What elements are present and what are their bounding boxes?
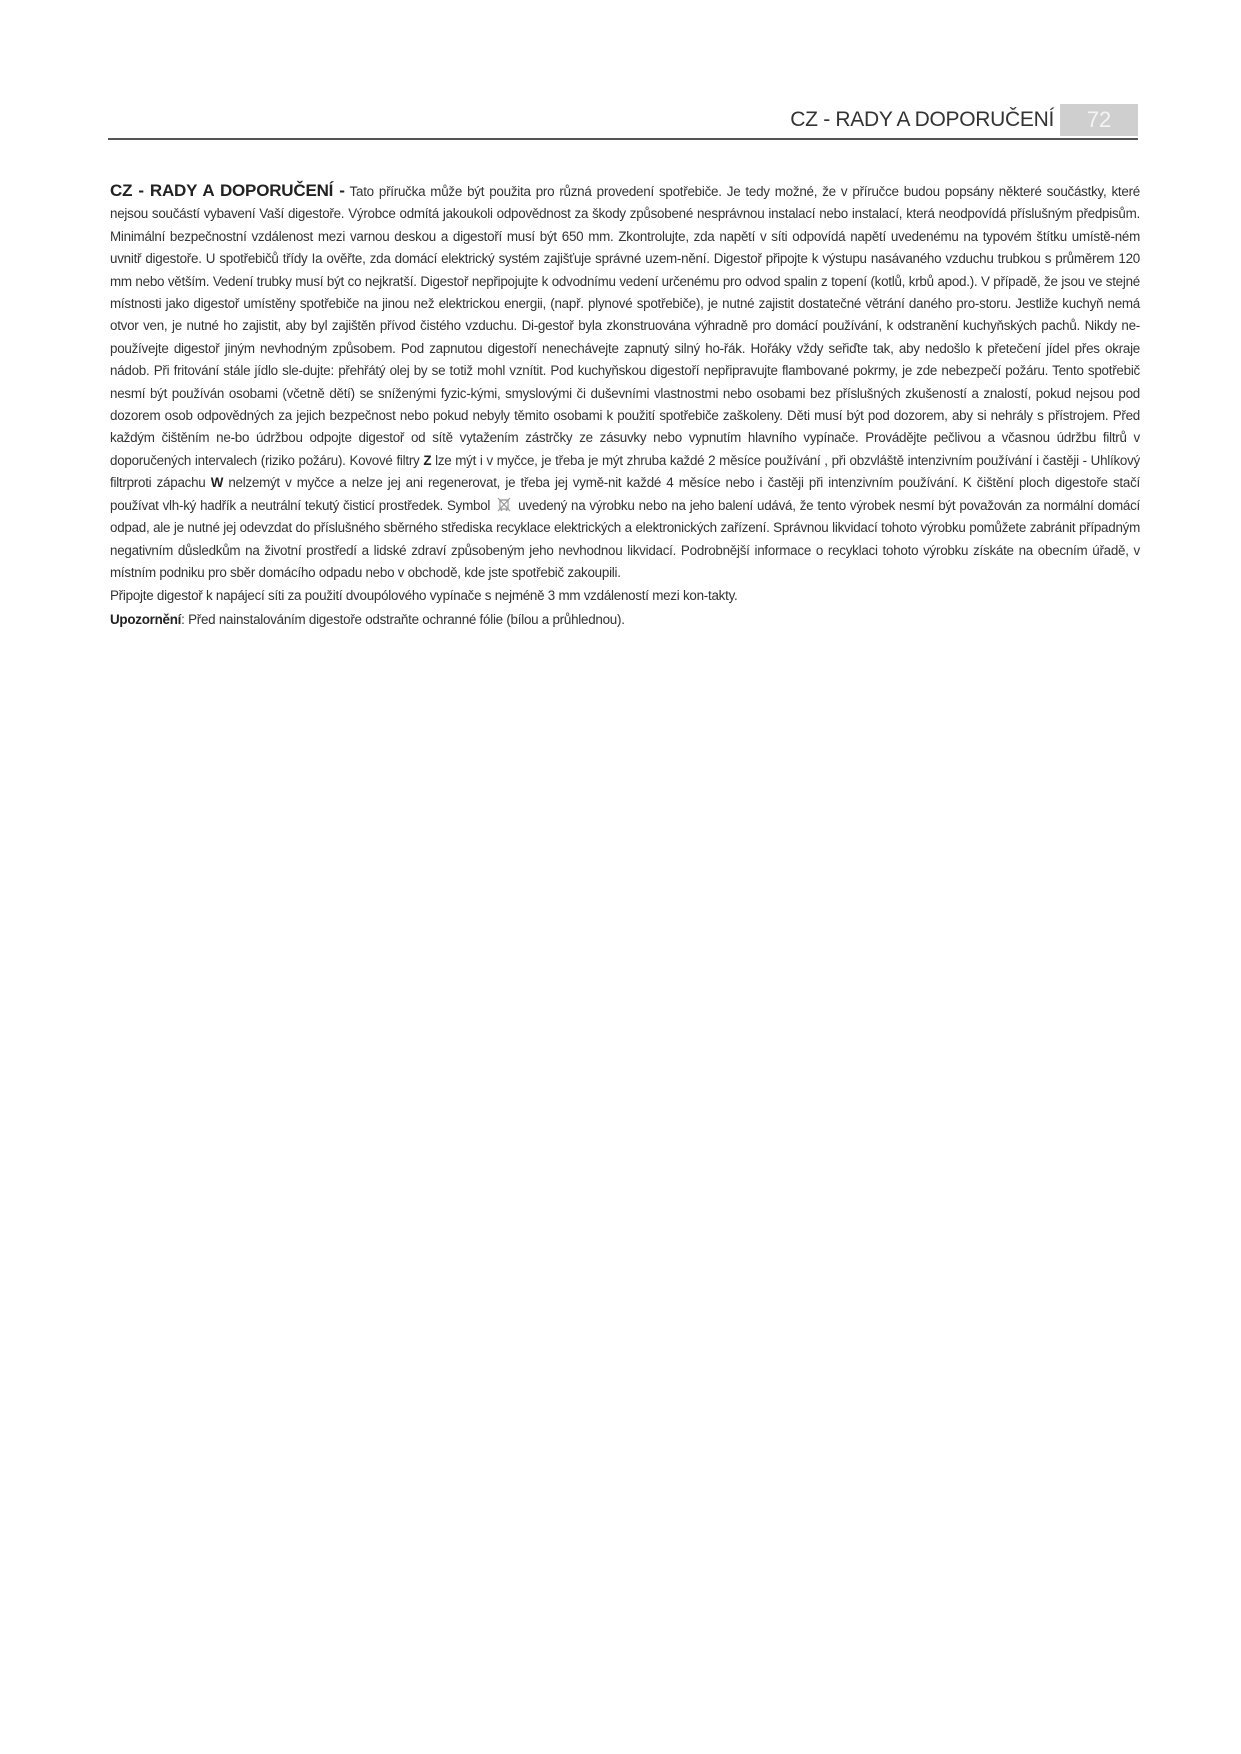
- page-number: 72: [1060, 104, 1138, 136]
- warning-paragraph: [110, 609, 1140, 631]
- warning-label: Upozornění: [110, 611, 182, 627]
- paragraph-text-1: Tato příručka může být použita pro různá provedení spotřebiče. Je tedy možné, že v příručce budou popsány některé součástky, které nejsou součástí vybavení Vaší digestoře. Výrobce odmítá jakoukoli odpovědnost za škody způsobené nesprávnou instalací nebo instalací, která neodpovídá příslušným předpisům. Minimální bezpečnostní vzdálenost mezi varnou deskou a digestoří musí být 650 mm. Zkontrolujte, zda napětí v síti odpovídá napětí uvedenému na typovém štítku umístě-ném uvnitř digestoře. U spotřebičů třídy Ia ověřte, zda domácí elektrický systém zajišťuje správné uzem-nění. Digestoř připojte k výstupu nasávaného vzduchu trubkou s průměrem 120 mm nebo větším. Vedení trubky musí být co nejkratší. Digestoř nepřipojujte k odvodnímu vedení určenému pro odvod spalin z topení (kotlů, krbů apod.). V případě, že jsou ve stejné místnosti jako digestoř umístěny spotřebiče na jinou než elektrickou energii, (např. plynové spotřebiče), je nutné zajistit dostatečné větrání daného pro-storu. Jestliže kuchyň nemá otvor ven, je nutné ho zajistit, aby byl zajištěn přívod čistého vzduchu. Di-gestoř byla zkonstruována výhradně pro domácí používání, k odstranění kuchyňských pachů. Nikdy ne-používejte digestoř jiným nevhodným způsobem. Pod zapnutou digestoří nenechávejte zapnutý silný ho-řák. Hořáky vždy seřiďte tak, aby nedošlo k přetečení jídel přes okraje nádob. Při fritování stále jídlo sle-dujte: přehřátý olej by se totiž mohl vznítit. Pod kuchyňskou digestoří nepřipravujte flambované pokrmy, je zde nebezpečí požáru. Tento spotřebič nesmí být používán osobami (včetně dětí) se sníženými fyzic-kými, smyslovými či duševními vlastnostmi nebo osobami bez příslušných zkušeností a znalostí, pokud nejsou pod dozorem osob odpovědných za jejich bezpečnost nebo pokud nebyly těmito osobami k použití spotřebiče zaškoleny. Děti musí být pod dozorem, aby si nehrály s přístrojem. Před každým čištěním ne-bo údržbou odpojte digestoř od sítě vytažením zástrčky ze zásuvky nebo vypnutím hlavního vypínače. Provádějte pečlivou a včasnou údržbu filtrů v doporučených intervalech (riziko požáru). Kovové filtry: [110, 184, 1140, 468]
- header-title: CZ - RADY A DOPORUČENÍ: [790, 108, 1054, 131]
- main-paragraph: [110, 180, 1140, 584]
- section-heading: CZ - RADY A DOPORUČENÍ -: [110, 181, 345, 200]
- connection-paragraph: Připojte digestoř k napájecí síti za použití dvoupólového vypínače s nejméně 3 mm vzdáleností mezi kon-takty.: [110, 588, 738, 604]
- filter-z-label: Z: [423, 452, 432, 468]
- warning-text: : Před nainstalováním digestoře odstraňte ochranné fólie (bílou a průhlednou).: [181, 611, 625, 627]
- filter-w-label: W: [210, 475, 224, 491]
- page-header: [108, 104, 1138, 140]
- crossed-out-wheelie-bin-icon: [496, 496, 512, 512]
- paragraph-text-4: uvedený na výrobku nebo na jeho balení udává, že tento výrobek nesmí být považován za normální domácí odpad, ale je nutné jej odevzdat do příslušného sběrného střediska recyklace elektrických a elektronických zařízení. Správnou likvidací tohoto výrobku pomůžete zabránit případným negativním důsledkům na životní prostředí a lidské zdraví způsobeným jeho nevhodnou likvidací. Podrobnější informace o recyklaci tohoto výrobku získáte na obecním úřadě, v místním podniku pro sběr domácího odpadu nebo v obchodě, kde jste spotřebič zakoupili.: [110, 497, 1140, 580]
- document-body: [110, 180, 1140, 631]
- paragraph-text-2: lze mýt i v myčce, je třeba je mýt zhruba každé 2 měsíce používání , při obzvláště intenzivním používání i častěji - Uhlíkový filtrproti zápachu: [110, 452, 1140, 491]
- paragraph-text-3: nelzemýt v myčce a nelze jej ani regenerovat, je třeba jej vymě-nit každé 4 měsíce nebo i častěji při intenzivním používání. K čištění ploch digestoře stačí používat vlh-ký hadřík a neutrální tekutý čisticí prostředek. Symbol: [110, 475, 1140, 513]
